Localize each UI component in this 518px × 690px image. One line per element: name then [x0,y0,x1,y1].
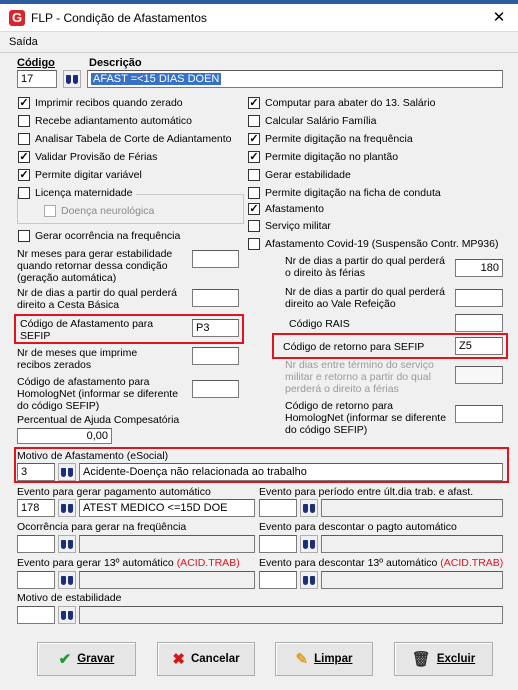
nr-dias-servico-militar-label: Nr dias entre término do serviço militar e retorno a partir do qual perderá o direito a férias [285,359,434,395]
ocorrencia-code-input[interactable] [17,535,55,553]
ocorrencia-desc-input[interactable] [79,535,255,553]
descontar-pagto-desc-input[interactable] [321,535,503,553]
gravar-label: Gravar [77,653,115,665]
check-validar-provisao[interactable] [18,151,157,163]
cod-afast-sefip-value: P3 [196,322,210,334]
check-label: Computar para abater do 13. Salário [265,97,436,109]
check-label: Doença neurológica [61,205,155,217]
check-label: Permite digitação no plantão [265,151,399,163]
checkbox-icon: ✓ [249,97,259,109]
esocial-desc-input[interactable] [79,463,503,481]
check-gerar-estabilidade[interactable] [248,169,351,181]
evento-descontar-pagto-label: Evento para descontar o pagto automático [259,521,457,533]
checkbox-icon: ✓ [19,169,29,181]
acid-trab-note: (ACID.TRAB) [440,557,504,569]
binoculars-icon [66,75,78,84]
nr-dias-ferias-value: 180 [480,262,499,274]
evento-pagamento-code-input[interactable] [17,499,55,517]
motivo-estabilidade-label: Motivo de estabilidade [17,592,122,604]
check-label: Validar Provisão de Férias [35,151,158,163]
evento-gerar-13-label [17,557,240,569]
nr-meses-recibos-input[interactable] [192,347,239,365]
evento-pagamento-desc-input[interactable] [79,499,255,517]
codigo-input[interactable] [17,70,57,88]
nr-meses-recibos-label: Nr de meses que imprime recibos zerados [17,347,138,371]
esocial-code-value: 3 [21,466,28,478]
check-computar-13[interactable] [248,97,435,109]
perc-ajuda-label: Percentual de Ajuda Compesatória [17,414,180,426]
check-digitacao-frequencia[interactable] [248,133,413,145]
checkbox-icon: ✓ [249,133,259,145]
check-servico-militar[interactable] [248,220,331,232]
check-label: Permite digitação na frequência [265,133,413,145]
nr-dias-servico-militar-input[interactable] [455,366,503,384]
checkbox-icon [248,187,260,199]
eraser-icon: ✎ [295,651,309,668]
descricao-label: Descrição [89,57,142,69]
evento-periodo-label: Evento para período entre últ.dia trab. e afast. [259,486,474,498]
nr-dias-ferias-input[interactable] [455,259,503,277]
menu-separator [0,52,518,53]
cod-retorno-sefip-label: Código de retorno para SEFIP [283,341,425,353]
checkbox-icon [18,187,30,199]
check-licenca-maternidade[interactable] [18,187,136,199]
binoculars-icon [303,540,315,549]
check-afastamento[interactable] [248,203,324,215]
search-descontar-13-button[interactable] [300,571,318,589]
check-recebe-adiantamento[interactable] [18,115,192,127]
checkbox-icon [18,133,30,145]
check-label: Gerar estabilidade [265,169,351,181]
nr-meses-estabilidade-input[interactable] [192,250,239,268]
check-label: Permite digitar variável [35,169,142,181]
estabilidade-desc-input[interactable] [79,606,503,624]
check-icon: ✔ [58,651,72,668]
check-label: Licença maternidade [35,187,133,199]
binoculars-icon [61,576,73,585]
evento-pagamento-label: Evento para gerar pagamento automático [17,486,211,498]
evento-pagamento-desc: ATEST MEDICO <=15D DOE [83,502,228,514]
esocial-code-input[interactable] [17,463,55,481]
checkbox-icon [44,205,56,217]
trash-icon: 🗑 [411,651,431,668]
nr-dias-vale-label: Nr de dias a partir do qual perderá direito ao Vale Refeição [285,286,445,310]
evento-descontar-13-text: Evento para descontar 13º automático [259,557,438,569]
descricao-input[interactable] [87,70,503,88]
check-imprimir-recibos[interactable] [18,97,183,109]
search-estabilidade-button[interactable] [58,606,76,624]
evento-gerar-13-text: Evento para gerar 13º automático [17,557,174,569]
checkbox-icon [248,220,260,232]
cod-afast-sefip-input[interactable] [192,319,239,337]
codigo-label: Código [17,57,55,69]
cod-retorno-sefip-value: Z5 [459,340,472,352]
cod-rais-label: Código RAIS [289,318,350,330]
search-esocial-button[interactable] [58,463,76,481]
binoculars-icon [61,504,73,513]
excluir-label: Excluir [436,653,476,665]
checkbox-icon [248,238,260,250]
gerar-13-code-input[interactable] [17,571,55,589]
search-evento-periodo-button[interactable] [300,499,318,517]
check-label: Imprimir recibos quando zerado [35,97,183,109]
window-title: FLP - Condição de Afastamentos [31,11,207,25]
cod-retorno-homolognet-input[interactable] [455,405,503,423]
menu-saida[interactable]: Saída [9,36,38,48]
descricao-value: AFAST =<15 DIAS DOEN [93,73,220,85]
gerar-13-desc-input[interactable] [79,571,255,589]
check-label: Serviço militar [265,220,331,232]
nr-dias-cesta-input[interactable] [192,289,239,307]
check-label: Analisar Tabela de Corte de Adiantamento [35,133,232,145]
checkbox-icon [248,169,260,181]
esocial-label: Motivo de Afastamento (eSocial) [17,450,169,462]
checkbox-icon: ✓ [249,203,259,215]
evento-descontar-13-label [259,557,503,569]
cod-retorno-sefip-input[interactable] [455,337,503,355]
estabilidade-code-input[interactable] [17,606,55,624]
limpar-button[interactable] [275,642,373,676]
cod-homolognet-input[interactable] [192,380,239,398]
checkbox-icon [248,115,260,127]
check-label: Recebe adiantamento automático [35,115,193,127]
cod-retorno-homolognet-label: Código de retorno para HomologNet (informar se diferente do código SEFIP) [285,400,447,436]
perc-ajuda-input[interactable] [17,428,112,444]
cod-rais-input[interactable] [455,314,503,332]
binoculars-icon [61,611,73,620]
x-icon: ✖ [172,651,185,668]
gravar-button[interactable] [37,642,136,676]
perc-ajuda-value: 0,00 [86,430,108,442]
check-gerar-ocorrencia[interactable] [18,230,180,242]
search-ocorrencia-button[interactable] [58,535,76,553]
evento-periodo-desc-input[interactable] [321,499,503,517]
checkbox-icon: ✓ [19,151,29,163]
check-label: Afastamento [265,203,324,215]
nr-dias-vale-input[interactable] [455,289,503,307]
nr-meses-estabilidade-label: Nr meses para gerar estabilidade quando retornar dessa condição (geração automática) [17,248,173,284]
check-label: Calcular Salário Família [265,115,377,127]
binoculars-icon [61,468,73,477]
descontar-13-code-input[interactable] [259,571,297,589]
check-ficha-conduta[interactable] [248,187,441,199]
acid-trab-note: (ACID.TRAB) [176,557,240,569]
check-covid19[interactable] [248,238,498,250]
check-salario-familia[interactable] [248,115,376,127]
check-analisar-tabela[interactable] [18,133,232,145]
descontar-pagto-code-input[interactable] [259,535,297,553]
ocorrencia-frequencia-label: Ocorrência para gerar na freqüência [17,521,187,533]
nr-dias-ferias-label: Nr de dias a partir do qual perderá o direito às férias [285,255,445,279]
checkbox-icon: ✓ [249,151,259,163]
cod-afast-sefip-label: Código de Afastamento para SEFIP [20,318,154,342]
search-descontar-pagto-button[interactable] [300,535,318,553]
evento-pagamento-code: 178 [21,502,40,514]
binoculars-icon [61,540,73,549]
codigo-value: 17 [21,73,34,85]
nr-dias-cesta-label: Nr de dias a partir do qual perderá direito a Cesta Básica [17,287,177,311]
cod-homolognet-label: Código de afastamento para HomologNet (informar se diferente do código SEFIP) [17,376,179,412]
excluir-button[interactable] [394,642,493,676]
check-label: Afastamento Covid-19 (Suspensão Contr. MP936) [265,238,499,250]
cancelar-button[interactable] [157,642,255,676]
app-logo-icon: G [9,10,25,26]
evento-periodo-code-input[interactable] [259,499,297,517]
limpar-label: Limpar [314,653,353,665]
check-doenca-neurologica[interactable] [44,205,154,217]
binoculars-icon [303,504,315,513]
check-label: Gerar ocorrência na frequência [35,230,181,242]
checkbox-icon [18,230,30,242]
check-permite-variavel[interactable] [18,169,142,181]
binoculars-icon [303,576,315,585]
search-codigo-button[interactable] [63,70,81,88]
esocial-desc-value: Acidente-Doença não relacionada ao trabalho [83,466,307,478]
checkbox-icon: ✓ [19,97,29,109]
search-evento-pagamento-button[interactable] [58,499,76,517]
close-icon[interactable]: ✕ [492,9,506,26]
descontar-13-desc-input[interactable] [321,571,503,589]
search-gerar-13-button[interactable] [58,571,76,589]
check-digitacao-plantao[interactable] [248,151,398,163]
checkbox-icon [18,115,30,127]
check-label: Permite digitação na ficha de conduta [265,187,441,199]
cancelar-label: Cancelar [190,653,240,665]
